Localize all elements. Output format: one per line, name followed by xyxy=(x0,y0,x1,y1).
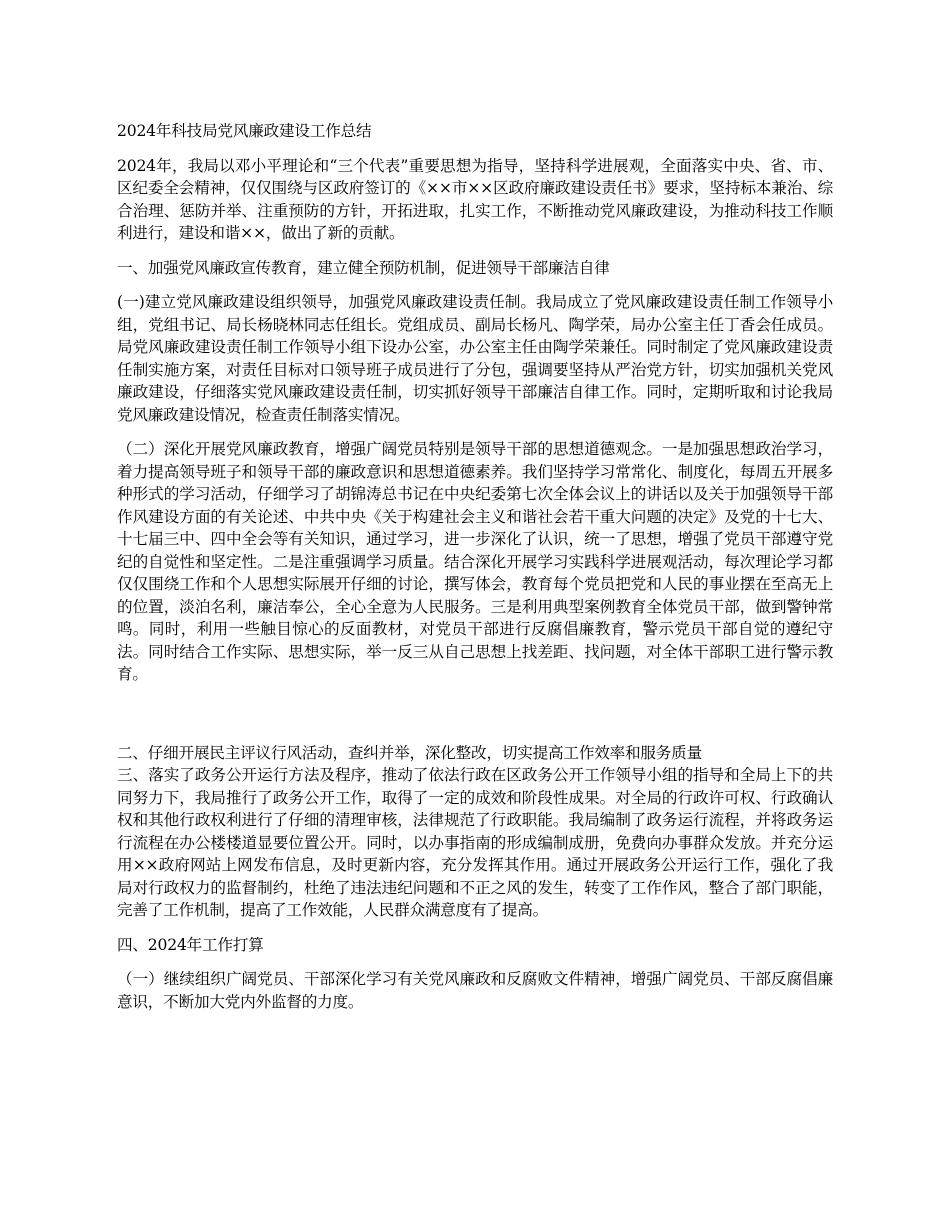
section1-heading: 一、加强党风廉政宣传教育，建立健全预防机制，促进领导干部廉洁自律 xyxy=(117,258,610,277)
document-page xyxy=(117,120,833,1013)
section1-paragraph-2: （二）深化开展党风廉政教育，增强广阔党员特别是领导干部的思想道德观念。一是加强思想政治学习，着力提高领导班子和领导干部的廉政意识和思想道德素养。我们坚持学习常常化、制度化，每周五开展多种形式的学习活动，仔细学习了胡锦涛总书记在中央纪委第七次全体会议上的讲话以及关于加强领导干部作风建设方面的有关论述、中共中央《关于构建社会主义和谐社会若干重大问题的决定》及党的十七大、十七届三中、四中全会等有关知识，通过学习，进一步深化了认识，统一了思想，增强了党员干部遵守党纪的自觉性和坚定性。二是注重强调学习质量。结合深化开展学习实践科学进展观活动，每次理论学习都仅仅围绕工作和个人思想实际展开仔细的讨论，撰写体会，教育每个党员把党和人民的事业摆在至高无上的位置，淡泊名利，廉洁奉公，全心全意为人民服务。三是利用典型案例教育全体党员干部，做到警钟常鸣。同时，利用一些触目惊心的反面教材，对党员干部进行反腐倡廉教育，警示党员干部自觉的遵纪守法。同时结合工作实际、思想实际，举一反三从自己思想上找差距、找问题，对全体干部职工进行警示教育。 xyxy=(117,440,833,683)
document-title: 2024年科技局党风廉政建设工作总结 xyxy=(117,122,372,140)
section4-paragraph-1: （一）继续组织广阔党员、干部深化学习有关党风廉政和反腐败文件精神，增强广阔党员、干部反腐倡廉意识，不断加大党内外监督的力度。 xyxy=(117,970,833,1011)
section4-heading: 四、2024年工作打算 xyxy=(117,935,264,954)
section3-paragraph: 三、落实了政务公开运行方法及程序，推动了依法行政在区政务公开工作领导小组的指导和全局上下的共同努力下，我局推行了政务公开工作，取得了一定的成效和阶段性成果。对全局的行政许可权、行政确认权和其他行政权利进行了仔细的清理审核，法律规范了行政职能。我局编制了政务运行流程，并将政务运行流程在办公楼楼道显要位置公开。同时，以办事指南的形成编制成册，免费向办事群众发放。并充分运用××政府网站上网发布信息，及时更新内容，充分发挥其作用。通过开展政务公开运行工作，强化了我局对行政权力的监督制约，杜绝了违法违纪问题和不正之风的发生，转变了工作作风，整合了部门职能，完善了工作机制，提高了工作效能，人民群众满意度有了提高。 xyxy=(117,766,833,919)
intro-paragraph: 2024年，我局以邓小平理论和“三个代表”重要思想为指导，坚持科学进展观，全面落实中央、省、市、区纪委全会精神，仅仅围绕与区政府签订的《××市××区政府廉政建设责任书》要求，坚持标本兼治、综合治理、惩防并举、注重预防的方针，开拓进取，扎实工作，不断推动党风廉政建设，为推动科技工作顺利进行，建设和谐××，做出了新的贡献。 xyxy=(117,156,833,242)
section2-heading: 二、仔细开展民主评议行风活动，查纠并举，深化整改，切实提高工作效率和服务质量 xyxy=(117,743,702,762)
section1-paragraph-1: (一)建立党风廉政建设组织领导，加强党风廉政建设责任制。我局成立了党风廉政建设责任制工作领导小组，党组书记、局长杨晓林同志任组长。党组成员、副局长杨凡、陶学荣，局办公室主任丁香会任成员。局党风廉政建设责任制工作领导小组下设办公室，办公室主任由陶学荣兼任。同时制定了党风廉政建设责任制实施方案，对责任目标对口领导班子成员进行了分包，强调要坚持从严治党方针，切实加强机关党风廉政建设，仔细落实党风廉政建设责任制，切实抓好领导干部廉洁自律工作。同时，定期听取和讨论我局党风廉政建设情况，检查责任制落实情况。 xyxy=(117,293,833,424)
